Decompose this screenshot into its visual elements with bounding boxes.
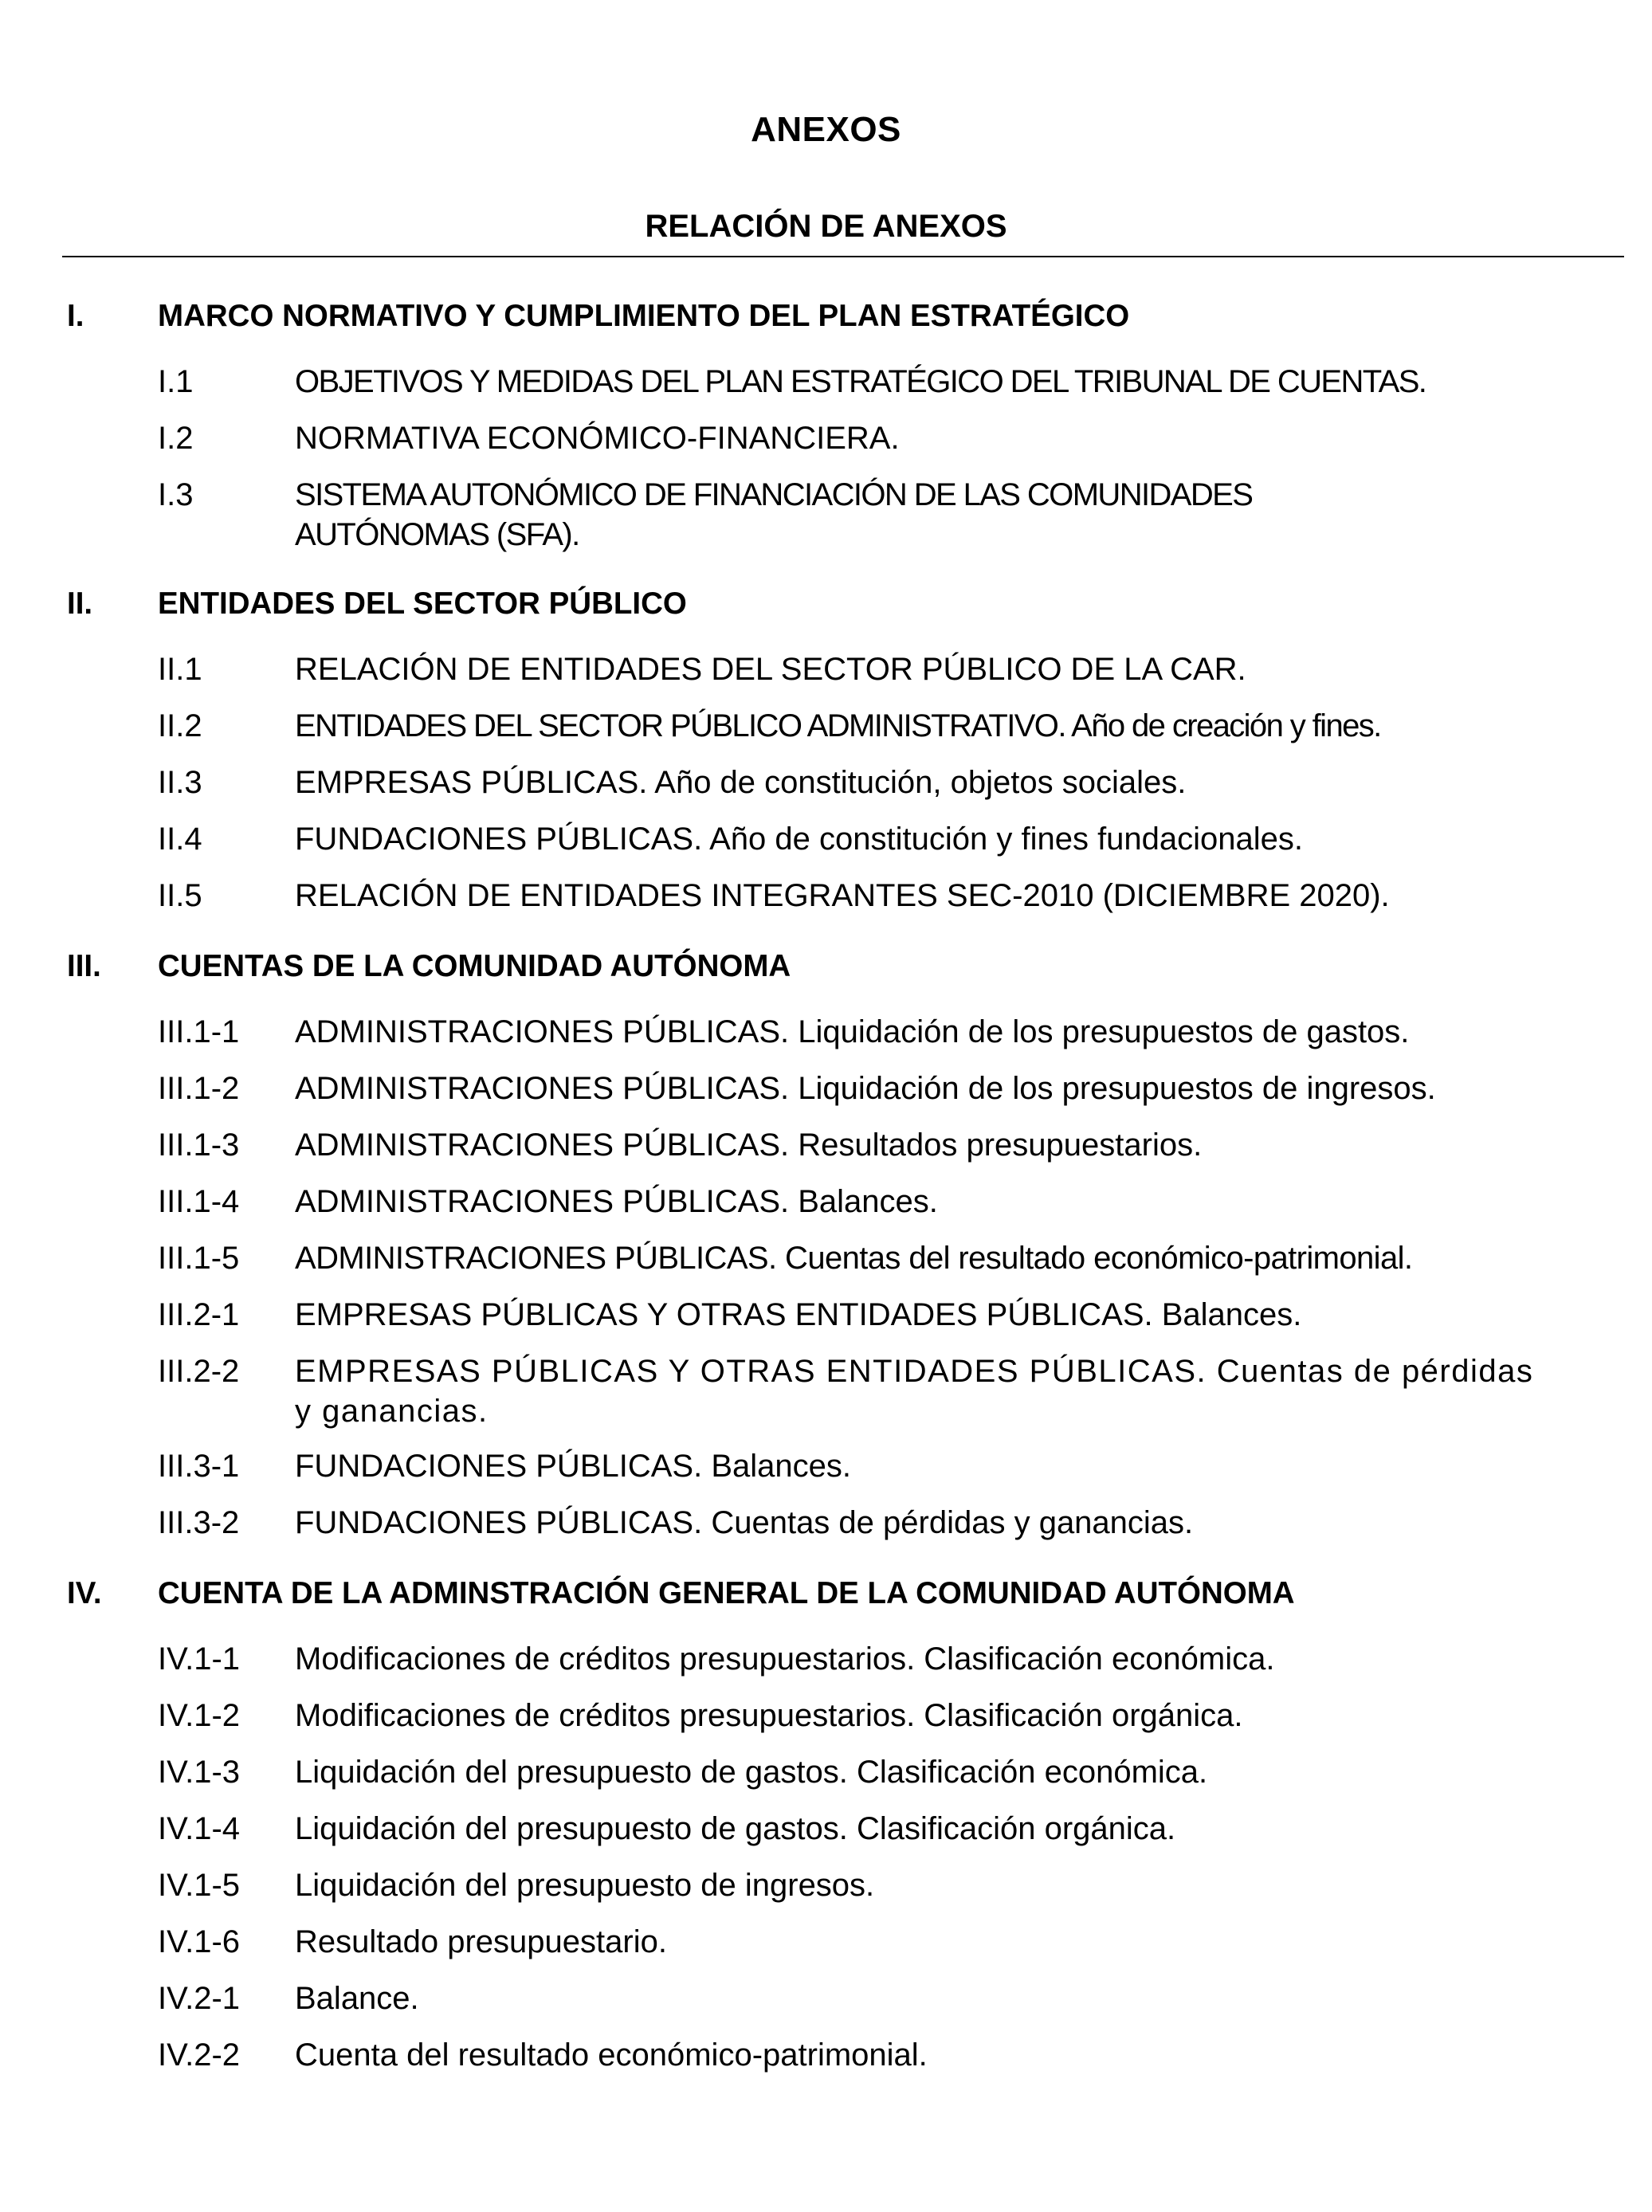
list-item <box>0 763 1652 804</box>
item-text: ADMINISTRACIONES PÚBLICAS. Cuentas del resultado económico-patrimonial. <box>295 1241 1413 1276</box>
item-text: ADMINISTRACIONES PÚBLICAS. Liquidación de los presupuestos de ingresos. <box>295 1071 1436 1106</box>
section-iii <box>0 947 1652 1544</box>
section-i <box>0 296 1652 555</box>
section-heading <box>0 1574 1652 1615</box>
list-item <box>0 475 1652 555</box>
item-text: ADMINISTRACIONES PÚBLICAS. Liquidación de los presupuestos de gastos. <box>295 1014 1410 1049</box>
item-text: ADMINISTRACIONES PÚBLICAS. Resultados presupuestarios. <box>295 1128 1203 1163</box>
item-code: III.1-5 <box>158 1241 240 1276</box>
section-ii <box>0 584 1652 917</box>
section-number: I. <box>67 299 84 333</box>
item-code: IV.1-1 <box>158 1641 241 1677</box>
list-item <box>0 1696 1652 1737</box>
list-item <box>0 1752 1652 1794</box>
section-iv <box>0 1574 1652 2077</box>
list-item <box>0 1922 1652 1963</box>
list-item <box>0 1809 1652 1850</box>
list-item <box>0 1865 1652 1907</box>
item-code: IV.1-6 <box>158 1924 241 1959</box>
section-number: III. <box>67 949 101 983</box>
item-code: III.3-1 <box>158 1449 240 1484</box>
item-code: IV.1-5 <box>158 1868 241 1903</box>
list-item <box>0 819 1652 861</box>
section-title: CUENTA DE LA ADMINSTRACIÓN GENERAL DE LA COMUNIDAD AUTÓNOMA <box>158 1576 1295 1610</box>
item-code: III.1-1 <box>158 1014 240 1049</box>
title-divider <box>62 256 1624 257</box>
item-code: III.3-2 <box>158 1505 240 1540</box>
item-code: IV.1-2 <box>158 1698 241 1733</box>
item-code: IV.1-3 <box>158 1755 241 1790</box>
item-code: IV.2-1 <box>158 1981 241 2016</box>
item-code: III.1-4 <box>158 1184 240 1219</box>
list-item <box>0 1125 1652 1167</box>
section-heading <box>0 947 1652 988</box>
list-item <box>0 418 1652 460</box>
list-item <box>0 1503 1652 1544</box>
item-text: EMPRESAS PÚBLICAS Y OTRAS ENTIDADES PÚBLICAS. Balances. <box>295 1297 1302 1332</box>
section-heading <box>0 584 1652 626</box>
section-title: MARCO NORMATIVO Y CUMPLIMIENTO DEL PLAN ESTRATÉGICO <box>158 299 1130 333</box>
list-item <box>0 1351 1652 1431</box>
item-text: FUNDACIONES PÚBLICAS. Balances. <box>295 1449 851 1484</box>
list-item <box>0 2035 1652 2077</box>
list-item <box>0 362 1652 403</box>
list-item <box>0 706 1652 747</box>
section-heading <box>0 296 1652 338</box>
item-code: II.5 <box>158 878 202 913</box>
item-text: Liquidación del presupuesto de ingresos. <box>295 1868 875 1903</box>
item-code: I.3 <box>158 477 194 512</box>
item-code: I.2 <box>158 421 194 456</box>
section-title: CUENTAS DE LA COMUNIDAD AUTÓNOMA <box>158 949 791 983</box>
item-code: I.1 <box>158 364 194 399</box>
item-text: EMPRESAS PÚBLICAS. Año de constitución, objetos sociales. <box>295 765 1187 800</box>
list-item <box>0 649 1652 691</box>
list-item <box>0 876 1652 917</box>
item-text: SISTEMA AUTONÓMICO DE FINANCIACIÓN DE LAS COMUNIDADES AUTÓNOMAS (SFA). <box>295 477 1253 552</box>
section-number: II. <box>67 586 93 621</box>
item-text: Modificaciones de créditos presupuestarios. Clasificación orgánica. <box>295 1698 1243 1733</box>
list-item <box>0 1639 1652 1681</box>
item-code: II.4 <box>158 822 202 857</box>
page-subtitle: RELACIÓN DE ANEXOS <box>645 209 1007 244</box>
item-code: III.2-1 <box>158 1297 240 1332</box>
list-item <box>0 1069 1652 1110</box>
item-text: NORMATIVA ECONÓMICO-FINANCIERA. <box>295 421 900 456</box>
item-code: II.2 <box>158 708 202 743</box>
item-text: Liquidación del presupuesto de gastos. Clasificación orgánica. <box>295 1811 1176 1846</box>
item-code: II.3 <box>158 765 202 800</box>
item-text: Resultado presupuestario. <box>295 1924 667 1959</box>
item-text: ENTIDADES DEL SECTOR PÚBLICO ADMINISTRATIVO. Año de creación y fines. <box>295 708 1381 743</box>
item-text: ADMINISTRACIONES PÚBLICAS. Balances. <box>295 1184 938 1219</box>
list-item <box>0 1446 1652 1488</box>
section-title: ENTIDADES DEL SECTOR PÚBLICO <box>158 586 687 621</box>
item-code: II.1 <box>158 652 202 687</box>
annex-list <box>0 296 1652 2106</box>
item-text: EMPRESAS PÚBLICAS Y OTRAS ENTIDADES PÚBLICAS. Cuentas de pérdidas y ganancias. <box>295 1354 1534 1429</box>
item-code: IV.1-4 <box>158 1811 241 1846</box>
list-item <box>0 1979 1652 2020</box>
item-text: FUNDACIONES PÚBLICAS. Cuentas de pérdidas y ganancias. <box>295 1505 1194 1540</box>
item-text: Cuenta del resultado económico-patrimonial. <box>295 2037 928 2073</box>
item-code: III.2-2 <box>158 1354 240 1389</box>
list-item <box>0 1295 1652 1336</box>
item-code: III.1-2 <box>158 1071 240 1106</box>
list-item <box>0 1012 1652 1053</box>
item-code: III.1-3 <box>158 1128 240 1163</box>
page-title: ANEXOS <box>751 110 901 149</box>
item-text: Modificaciones de créditos presupuestarios. Clasificación económica. <box>295 1641 1275 1677</box>
item-text: RELACIÓN DE ENTIDADES DEL SECTOR PÚBLICO DE LA CAR. <box>295 652 1246 687</box>
list-item <box>0 1238 1652 1280</box>
item-text: FUNDACIONES PÚBLICAS. Año de constitución y fines fundacionales. <box>295 822 1304 857</box>
item-text: Balance. <box>295 1981 419 2016</box>
item-code: IV.2-2 <box>158 2037 241 2073</box>
item-text: OBJETIVOS Y MEDIDAS DEL PLAN ESTRATÉGICO DEL TRIBUNAL DE CUENTAS. <box>295 364 1426 399</box>
list-item <box>0 1182 1652 1223</box>
item-text: Liquidación del presupuesto de gastos. Clasificación económica. <box>295 1755 1208 1790</box>
section-number: IV. <box>67 1576 102 1610</box>
item-text: RELACIÓN DE ENTIDADES INTEGRANTES SEC-2010 (DICIEMBRE 2020). <box>295 878 1390 913</box>
